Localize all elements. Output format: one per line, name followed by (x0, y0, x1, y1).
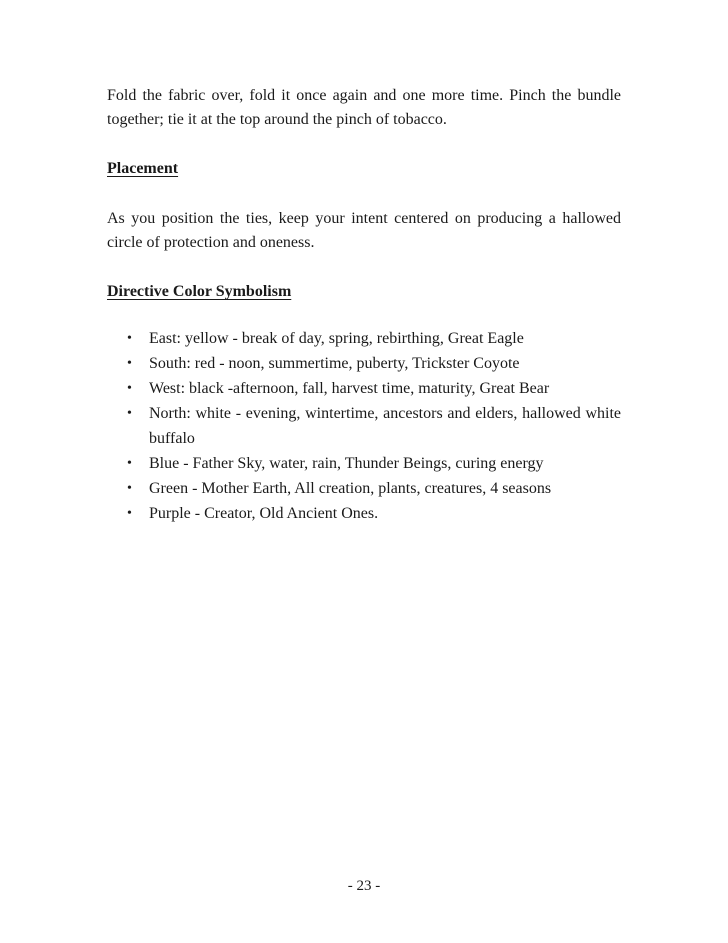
list-item (107, 351, 621, 376)
list-item-text: North: white - evening, wintertime, ancestors and elders, hallowed white buffalo (149, 405, 621, 447)
list-item-text: West: black -afternoon, fall, harvest time, maturity, Great Bear (149, 380, 550, 397)
bullet-icon: • (127, 381, 132, 396)
list-item-text: Purple - Creator, Old Ancient Ones. (149, 505, 379, 522)
list-item (107, 476, 621, 501)
list-item (107, 376, 621, 401)
bullet-icon: • (127, 506, 132, 521)
bullet-icon: • (127, 406, 132, 421)
list-item (107, 451, 621, 476)
color-symbolism-heading: Directive Color Symbolism (107, 283, 292, 300)
bullet-icon: • (127, 456, 132, 471)
bullet-icon: • (127, 356, 132, 371)
list-item-text: South: red - noon, summertime, puberty, Trickster Coyote (149, 355, 520, 372)
page-number: - 23 - (347, 878, 381, 894)
bullet-icon: • (127, 481, 132, 496)
placement-heading: Placement (107, 160, 179, 177)
list-item (107, 501, 621, 526)
list-item-text: East: yellow - break of day, spring, rebirthing, Great Eagle (149, 330, 524, 347)
intro-paragraph: Fold the fabric over, fold it once again and one more time. Pinch the bundle together; tie it at the top around the pinch of tobacco. (107, 87, 621, 128)
list-item-text: Green - Mother Earth, All creation, plants, creatures, 4 seasons (149, 480, 552, 497)
list-item (107, 401, 621, 451)
list-item-text: Blue - Father Sky, water, rain, Thunder Beings, curing energy (149, 455, 544, 472)
color-symbolism-list (107, 326, 621, 526)
document-page (107, 84, 621, 526)
placement-paragraph: As you position the ties, keep your intent centered on producing a hallowed circle of protection and oneness. (107, 210, 621, 251)
bullet-icon: • (127, 331, 132, 346)
list-item (107, 326, 621, 351)
